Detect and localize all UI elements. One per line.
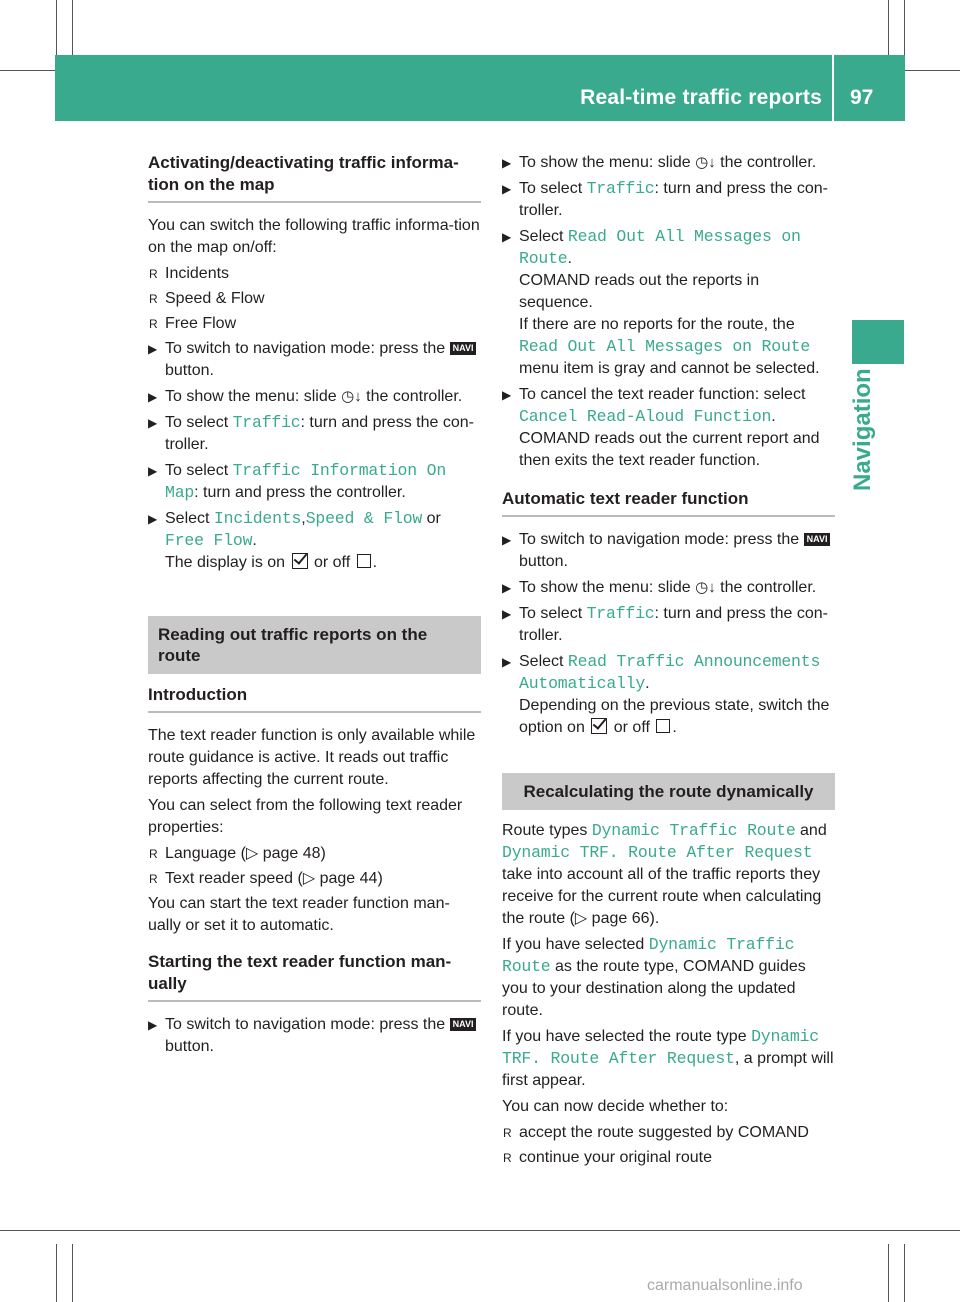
watermark-text: carmanualsonline.info [647, 1277, 803, 1294]
crop-mark [888, 0, 889, 60]
crop-mark [904, 0, 905, 60]
menu-item-label: Incidents [213, 509, 302, 528]
r-bullet-icon: R [149, 292, 158, 306]
arrow-right-icon: ▶ [148, 416, 158, 430]
instruction-step: ▶ To switch to navigation mode: press the NAVI button. [148, 338, 481, 382]
list-item: R Text reader speed (▷ page 44) [148, 868, 481, 890]
menu-item-label: Traffic [586, 604, 655, 623]
section-heading: Starting the text reader function man-ually [148, 951, 481, 1002]
checkbox-empty-icon [357, 554, 371, 568]
arrow-right-icon: ▶ [148, 1018, 158, 1032]
navi-button-icon: NAVI [804, 533, 831, 546]
paragraph: You can start the text reader function man-ually or set it to automatic. [148, 895, 450, 934]
arrow-right-icon: ▶ [502, 388, 512, 402]
instruction-step: ▶ To select Traffic Information On Map: turn and press the controller. [148, 461, 447, 502]
section-banner: Reading out traffic reports on the route [148, 616, 481, 674]
crop-mark [72, 1244, 73, 1302]
instruction-step: ▶ To select Traffic: turn and press the con-troller. [502, 179, 828, 219]
menu-item-label: Read Out All Messages on Route [519, 227, 801, 268]
controller-slide-icon: ◷↓ [695, 579, 716, 596]
paragraph: If you have selected the route type Dynamic TRF. Route After Request, a prompt will first appear. [502, 1027, 834, 1089]
paragraph: You can switch the following traffic informa-tion on the map on/off: [148, 217, 480, 256]
arrow-right-icon: ▶ [148, 342, 158, 356]
section-banner: Recalculating the route dynamically [502, 773, 835, 810]
instruction-step: ▶ Select Incidents,Speed & Flow or Free Flow. The display is on or off . [148, 509, 441, 571]
paragraph: You can now decide whether to: [502, 1098, 729, 1115]
instruction-step: ▶ To select Traffic: turn and press the con-troller. [148, 413, 474, 453]
page-title: Real-time traffic reports [580, 86, 822, 109]
section-heading: Automatic text reader function [502, 488, 835, 517]
right-column [502, 152, 835, 1172]
arrow-right-icon: ▶ [502, 156, 512, 170]
list-item: R Free Flow [148, 313, 481, 335]
instruction-step: ▶ To select Traffic: turn and press the con-troller. [502, 604, 828, 644]
menu-item-label: Dynamic TRF. Route After Request [502, 1027, 819, 1068]
arrow-right-icon: ▶ [502, 182, 512, 196]
section-heading: Introduction [148, 684, 481, 713]
r-bullet-icon: R [149, 317, 158, 331]
paragraph: Route types Dynamic Traffic Route and Dynamic TRF. Route After Request take into account all of the traffic reports they receive for the current route when calculating the route (▷ page 66). [502, 821, 827, 927]
instruction-step: ▶ Select Read Traffic Announcements Automatically. Depending on the previous state, switch the option on or off . [502, 652, 830, 736]
menu-item-label: Traffic [586, 179, 655, 198]
arrow-right-icon: ▶ [148, 464, 158, 478]
crop-mark [904, 1244, 905, 1302]
crop-mark [56, 1244, 57, 1302]
navi-button-icon: NAVI [450, 342, 477, 355]
r-bullet-icon: R [149, 267, 158, 281]
header-divider [832, 55, 834, 121]
menu-item-label: Free Flow [165, 531, 253, 550]
crop-mark [0, 1230, 960, 1231]
checkbox-empty-icon [656, 719, 670, 733]
list-item: R Incidents [148, 263, 481, 285]
r-bullet-icon: R [149, 872, 158, 886]
left-column [148, 152, 481, 1062]
instruction-step: ▶ To show the menu: slide ◷↓ the controller. [502, 152, 835, 174]
controller-slide-icon: ◷↓ [341, 388, 362, 405]
crop-mark [56, 0, 57, 60]
crop-mark [72, 0, 73, 60]
checkbox-checked-icon [292, 553, 308, 569]
navi-button-icon: NAVI [450, 1018, 477, 1031]
menu-item-label: Dynamic TRF. Route After Request [502, 843, 813, 862]
page-number: 97 [850, 86, 874, 109]
menu-item-label: Dynamic Traffic Route [591, 821, 796, 840]
instruction-step: ▶ To cancel the text reader function: select Cancel Read-Aloud Function. COMAND reads out the current report and then exits the text reader function. [502, 386, 820, 469]
list-item: R continue your original route [502, 1147, 835, 1169]
side-tab-marker [852, 320, 904, 364]
menu-item-label: Traffic Information On Map [165, 461, 447, 502]
menu-item-label: Read Traffic Announcements Automatically [519, 652, 821, 693]
arrow-right-icon: ▶ [148, 512, 158, 526]
r-bullet-icon: R [503, 1126, 512, 1140]
arrow-right-icon: ▶ [502, 230, 512, 244]
arrow-right-icon: ▶ [502, 655, 512, 669]
paragraph: If you have selected Dynamic Traffic Route as the route type, COMAND guides you to your destination along the updated route. [502, 935, 806, 1019]
instruction-step: ▶ To switch to navigation mode: press the NAVI button. [502, 529, 835, 573]
menu-item-label: Speed & Flow [305, 509, 423, 528]
side-tab-label: Navigation [849, 368, 876, 491]
r-bullet-icon: R [503, 1151, 512, 1165]
instruction-step: ▶ To switch to navigation mode: press the NAVI button. [148, 1014, 481, 1058]
r-bullet-icon: R [149, 847, 158, 861]
crop-mark [888, 1244, 889, 1302]
menu-item-label: Dynamic Traffic Route [502, 935, 795, 976]
arrow-right-icon: ▶ [502, 533, 512, 547]
instruction-step: ▶ Select Read Out All Messages on Route. COMAND reads out the reports in sequence. If there are no reports for the route, the Read Out All Messages on Route menu item is gray and cannot be selected. [502, 227, 820, 377]
menu-item-label: Read Out All Messages on Route [519, 337, 811, 356]
section-heading: Activating/deactivating traffic informa-tion on the map [148, 152, 481, 203]
menu-item-label: Traffic [232, 413, 301, 432]
instruction-step: ▶ To show the menu: slide ◷↓ the controller. [148, 386, 481, 408]
list-item: R Language (▷ page 48) [148, 843, 481, 865]
controller-slide-icon: ◷↓ [695, 154, 716, 171]
list-item: R Speed & Flow [148, 288, 481, 310]
list-item: R accept the route suggested by COMAND [502, 1122, 835, 1144]
paragraph: You can select from the following text reader properties: [148, 797, 463, 836]
arrow-right-icon: ▶ [502, 581, 512, 595]
arrow-right-icon: ▶ [502, 607, 512, 621]
checkbox-checked-icon [591, 718, 607, 734]
paragraph: The text reader function is only available while route guidance is active. It reads out traffic reports affecting the current route. [148, 727, 476, 788]
instruction-step: ▶ To show the menu: slide ◷↓ the controller. [502, 577, 835, 599]
arrow-right-icon: ▶ [148, 390, 158, 404]
menu-item-label: Cancel Read-Aloud Function [519, 407, 772, 426]
